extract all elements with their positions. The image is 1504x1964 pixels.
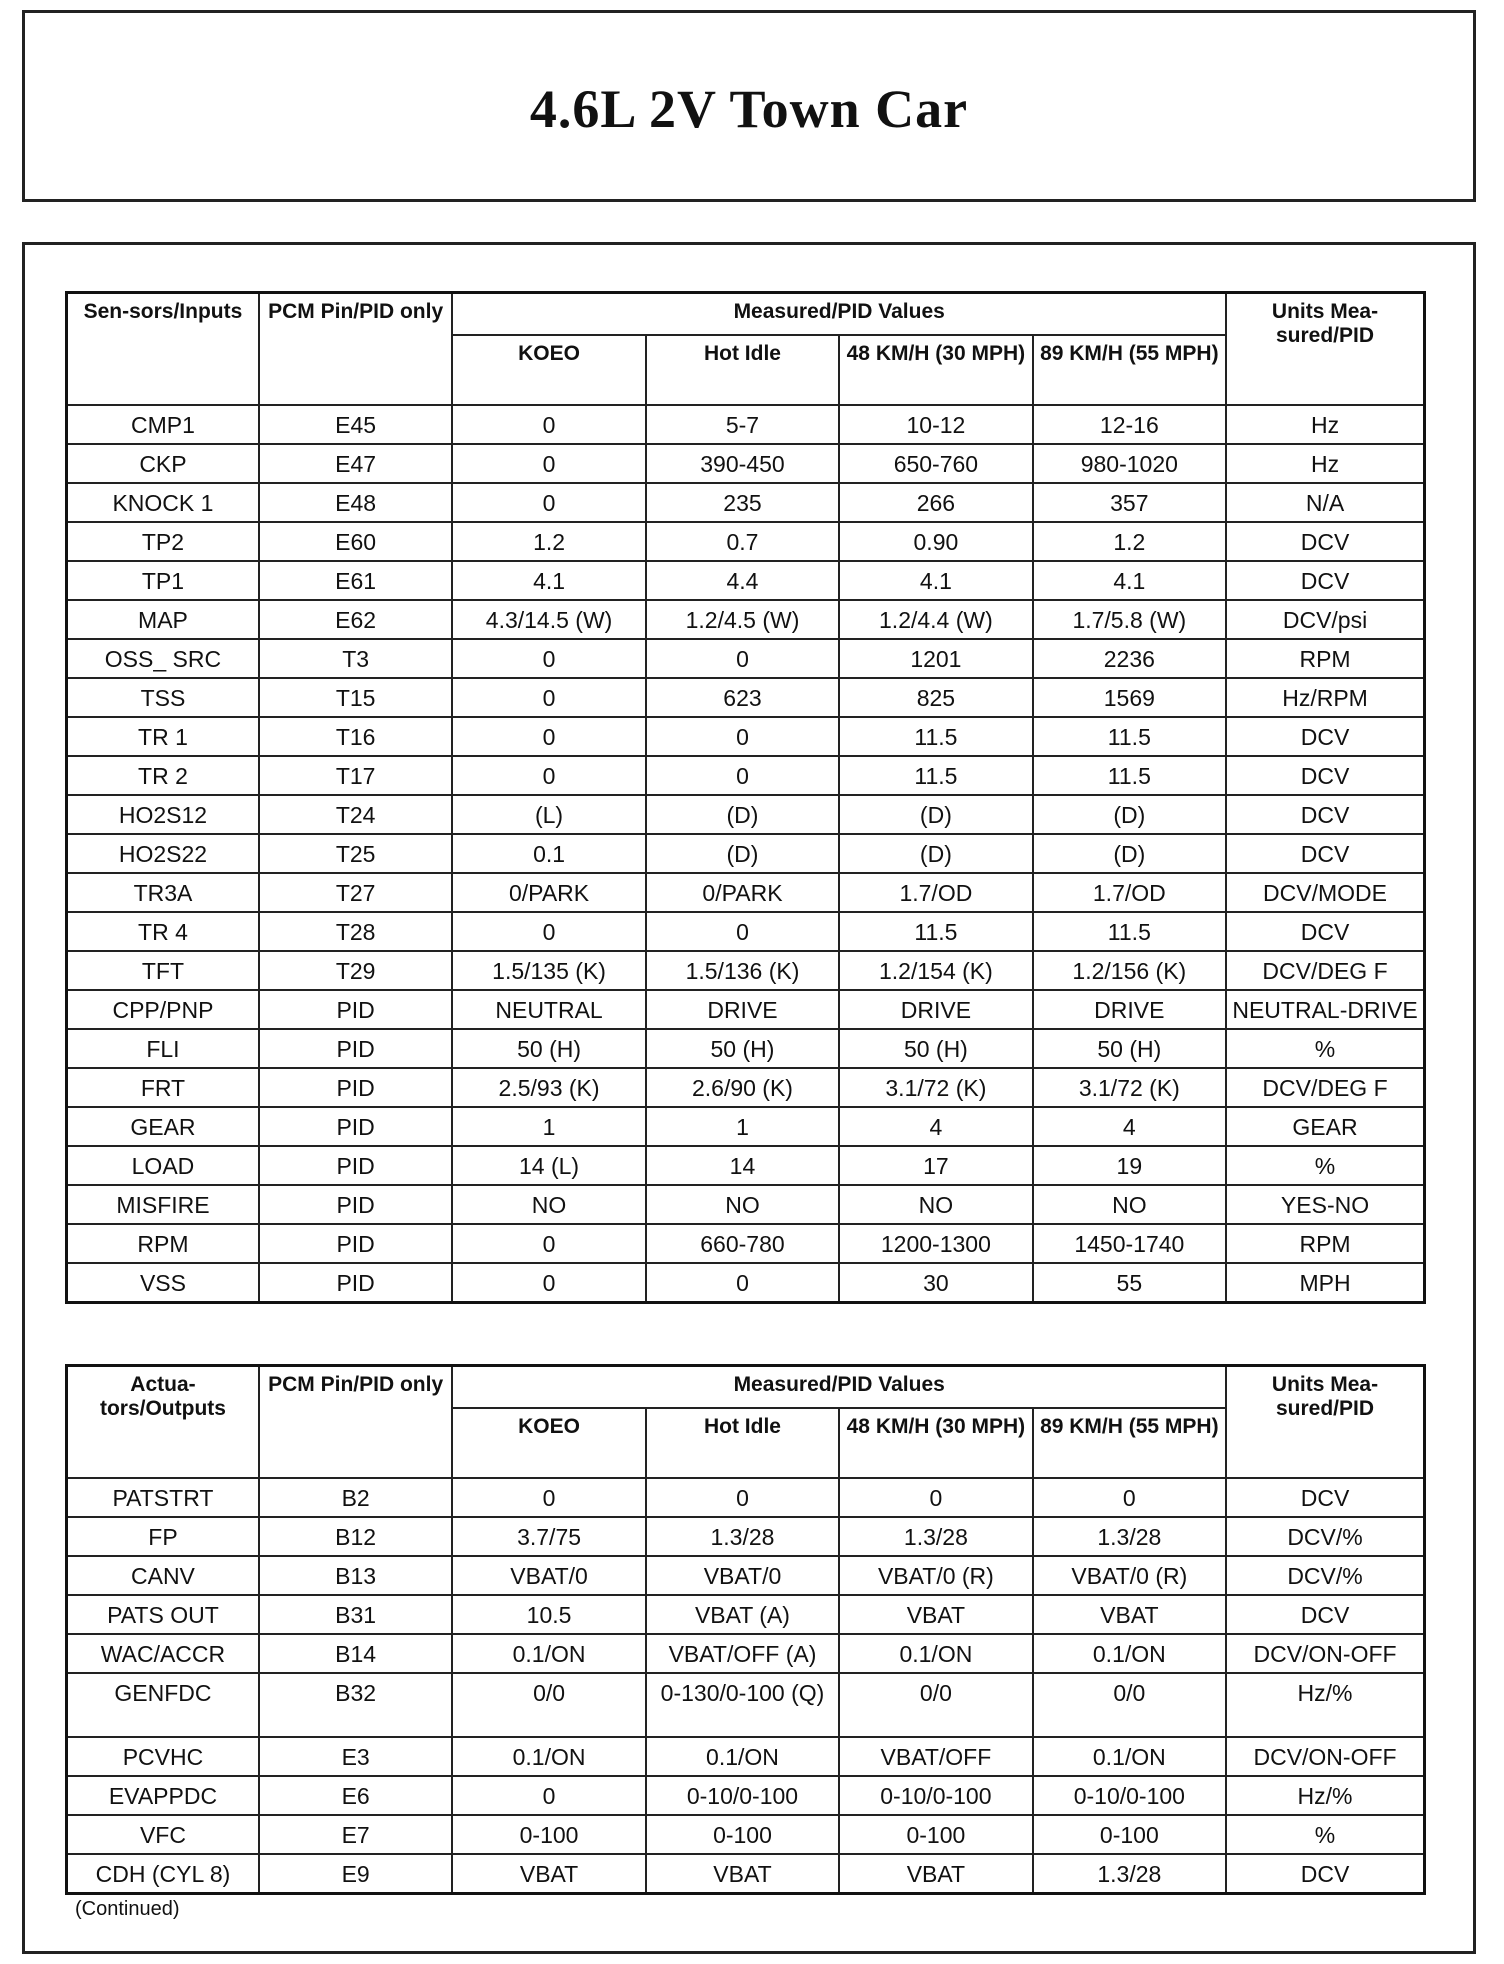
table-cell: PID — [259, 1029, 452, 1068]
table-cell: 0 — [452, 483, 645, 522]
table-row — [67, 600, 1425, 639]
table-cell: DCV — [1226, 1595, 1424, 1634]
table-row — [67, 1263, 1425, 1302]
table-cell: 12-16 — [1033, 405, 1226, 444]
table-cell: NO — [452, 1185, 645, 1224]
row-label-cell: EVAPPDC — [67, 1776, 259, 1815]
table-cell: 4.1 — [1033, 561, 1226, 600]
actuators-table — [65, 1364, 1426, 1895]
table-cell: E48 — [259, 483, 452, 522]
table-cell: 14 (L) — [452, 1146, 645, 1185]
header-units: Units Mea-sured/PID — [1226, 1366, 1424, 1479]
table-cell: T28 — [259, 912, 452, 951]
table-row — [67, 639, 1425, 678]
row-label-cell: PCVHC — [67, 1737, 259, 1776]
table-row — [67, 1478, 1425, 1517]
table-row — [67, 1815, 1425, 1854]
row-label-cell: HO2S22 — [67, 834, 259, 873]
table-cell: E47 — [259, 444, 452, 483]
table-row — [67, 1556, 1425, 1595]
table-cell: DRIVE — [1033, 990, 1226, 1029]
table-cell: 1.2/154 (K) — [839, 951, 1032, 990]
table-cell: DCV/psi — [1226, 600, 1424, 639]
table-cell: 0 — [452, 405, 645, 444]
table-cell: 0 — [452, 1263, 645, 1302]
header-48-kmh: 48 KM/H (30 MPH) — [839, 1408, 1032, 1478]
table-cell: 390-450 — [646, 444, 839, 483]
table-cell: T16 — [259, 717, 452, 756]
table-cell: GEAR — [1226, 1107, 1424, 1146]
table-cell: 0 — [452, 1776, 645, 1815]
table-row — [67, 405, 1425, 444]
row-label-cell: WAC/ACCR — [67, 1634, 259, 1673]
row-label-cell: TR 2 — [67, 756, 259, 795]
table-cell: 235 — [646, 483, 839, 522]
table-cell: NO — [1033, 1185, 1226, 1224]
table-cell: 660-780 — [646, 1224, 839, 1263]
table-cell: (D) — [646, 795, 839, 834]
table-cell: 0 — [452, 717, 645, 756]
row-label-cell: TR 4 — [67, 912, 259, 951]
table-cell: 3.1/72 (K) — [1033, 1068, 1226, 1107]
table-cell: 4.1 — [452, 561, 645, 600]
row-label-cell: TR 1 — [67, 717, 259, 756]
table-cell: 0-100 — [452, 1815, 645, 1854]
row-label-cell: LOAD — [67, 1146, 259, 1185]
table-cell: 0.1/ON — [1033, 1634, 1226, 1673]
table-cell: T15 — [259, 678, 452, 717]
table-cell: B12 — [259, 1517, 452, 1556]
table-row — [67, 1673, 1425, 1737]
header-measured-pid-values: Measured/PID Values — [452, 1366, 1226, 1409]
table-cell: 10.5 — [452, 1595, 645, 1634]
table-cell: Hz/RPM — [1226, 678, 1424, 717]
table-row — [67, 483, 1425, 522]
table-cell: % — [1226, 1029, 1424, 1068]
table-cell: YES-NO — [1226, 1185, 1424, 1224]
table-cell: MPH — [1226, 1263, 1424, 1302]
table-cell: 0 — [646, 756, 839, 795]
content-box — [22, 242, 1476, 1954]
table-cell: E45 — [259, 405, 452, 444]
table-cell: Hz/% — [1226, 1673, 1424, 1737]
header-hot-idle: Hot Idle — [646, 335, 839, 405]
table-cell: B32 — [259, 1673, 452, 1737]
table-cell: 11.5 — [1033, 756, 1226, 795]
sensors-table — [65, 291, 1426, 1304]
table-cell: 0-10/0-100 — [1033, 1776, 1226, 1815]
table-cell: 1.2 — [452, 522, 645, 561]
table-cell: 0/PARK — [452, 873, 645, 912]
table-cell: PID — [259, 1185, 452, 1224]
row-label-cell: CKP — [67, 444, 259, 483]
table-cell: DCV — [1226, 795, 1424, 834]
table-cell: (D) — [839, 834, 1032, 873]
table-cell: 1.5/135 (K) — [452, 951, 645, 990]
table-cell: 1200-1300 — [839, 1224, 1032, 1263]
table-cell: B2 — [259, 1478, 452, 1517]
table-cell: 4 — [1033, 1107, 1226, 1146]
table-cell: E61 — [259, 561, 452, 600]
table-cell: VBAT — [646, 1854, 839, 1893]
row-label-cell: OSS_ SRC — [67, 639, 259, 678]
table-cell: 11.5 — [839, 756, 1032, 795]
table-cell: 0 — [646, 1478, 839, 1517]
table-cell: DCV — [1226, 756, 1424, 795]
table-cell: DCV — [1226, 561, 1424, 600]
row-label-cell: VFC — [67, 1815, 259, 1854]
table-cell: PID — [259, 1224, 452, 1263]
table-row — [67, 1224, 1425, 1263]
table-row — [67, 795, 1425, 834]
table-cell: DCV/ON-OFF — [1226, 1634, 1424, 1673]
sensors-table-body — [67, 405, 1425, 1302]
row-label-cell: GEAR — [67, 1107, 259, 1146]
header-sensors-inputs: Sen-sors/Inputs — [67, 293, 259, 406]
row-label-cell: CPP/PNP — [67, 990, 259, 1029]
table-cell: VBAT — [1033, 1595, 1226, 1634]
table-cell: 1201 — [839, 639, 1032, 678]
table-cell: PID — [259, 1263, 452, 1302]
table-cell: % — [1226, 1146, 1424, 1185]
row-label-cell: PATS OUT — [67, 1595, 259, 1634]
table-cell: 1.7/OD — [839, 873, 1032, 912]
table-cell: 1 — [452, 1107, 645, 1146]
table-row — [67, 1068, 1425, 1107]
row-label-cell: TR3A — [67, 873, 259, 912]
table-cell: 0 — [646, 912, 839, 951]
table-row — [67, 951, 1425, 990]
table-cell: 0.1/ON — [1033, 1737, 1226, 1776]
table-cell: VBAT/0 — [646, 1556, 839, 1595]
table-cell: 0-10/0-100 — [646, 1776, 839, 1815]
table-cell: 0 — [452, 678, 645, 717]
table-cell: DCV/DEG F — [1226, 1068, 1424, 1107]
header-89-kmh: 89 KM/H (55 MPH) — [1033, 1408, 1226, 1478]
table-cell: (D) — [839, 795, 1032, 834]
table-cell: 4.3/14.5 (W) — [452, 600, 645, 639]
table-cell: 980-1020 — [1033, 444, 1226, 483]
table-cell: DCV/% — [1226, 1556, 1424, 1595]
row-label-cell: TSS — [67, 678, 259, 717]
table-cell: PID — [259, 1068, 452, 1107]
table-cell: E62 — [259, 600, 452, 639]
table-cell: DCV — [1226, 1478, 1424, 1517]
table-cell: 0 — [646, 1263, 839, 1302]
table-cell: 2.6/90 (K) — [646, 1068, 839, 1107]
table-cell: DCV — [1226, 834, 1424, 873]
table-cell: VBAT/OFF (A) — [646, 1634, 839, 1673]
table-cell: 14 — [646, 1146, 839, 1185]
header-actuators-outputs: Actua-tors/Outputs — [67, 1366, 259, 1479]
table-cell: 0 — [646, 639, 839, 678]
table-cell: 2236 — [1033, 639, 1226, 678]
table-cell: 11.5 — [1033, 912, 1226, 951]
table-cell: 0-100 — [1033, 1815, 1226, 1854]
table-cell: 11.5 — [839, 717, 1032, 756]
table-cell: 650-760 — [839, 444, 1032, 483]
table-cell: VBAT/0 — [452, 1556, 645, 1595]
table-cell: 357 — [1033, 483, 1226, 522]
table-cell: 17 — [839, 1146, 1032, 1185]
header-units: Units Mea-sured/PID — [1226, 293, 1424, 406]
row-label-cell: FLI — [67, 1029, 259, 1068]
table-cell: E3 — [259, 1737, 452, 1776]
table-cell: 1.5/136 (K) — [646, 951, 839, 990]
table-cell: B13 — [259, 1556, 452, 1595]
header-48-kmh: 48 KM/H (30 MPH) — [839, 335, 1032, 405]
row-label-cell: FRT — [67, 1068, 259, 1107]
table-cell: NO — [839, 1185, 1032, 1224]
table-cell: 4 — [839, 1107, 1032, 1146]
row-label-cell: TP2 — [67, 522, 259, 561]
table-cell: 1.2/4.4 (W) — [839, 600, 1032, 639]
table-row — [67, 1776, 1425, 1815]
table-cell: RPM — [1226, 639, 1424, 678]
table-cell: 5-7 — [646, 405, 839, 444]
table-row — [67, 1146, 1425, 1185]
table-cell: T25 — [259, 834, 452, 873]
table-row — [67, 912, 1425, 951]
table-cell: DCV — [1226, 522, 1424, 561]
table-cell: 0/PARK — [646, 873, 839, 912]
table-cell: DCV/MODE — [1226, 873, 1424, 912]
table-cell: DCV/ON-OFF — [1226, 1737, 1424, 1776]
table-cell: 50 (H) — [646, 1029, 839, 1068]
table-cell: 1.2 — [1033, 522, 1226, 561]
table-cell: 3.1/72 (K) — [839, 1068, 1032, 1107]
table-cell: 0-100 — [646, 1815, 839, 1854]
table-cell: (L) — [452, 795, 645, 834]
row-label-cell: CMP1 — [67, 405, 259, 444]
table-cell: 1.7/OD — [1033, 873, 1226, 912]
table-row — [67, 1029, 1425, 1068]
table-cell: 0/0 — [1033, 1673, 1226, 1737]
table-row — [67, 561, 1425, 600]
table-cell: 0-130/0-100 (Q) — [646, 1673, 839, 1737]
table-row — [67, 717, 1425, 756]
table-cell: 0.1/ON — [646, 1737, 839, 1776]
table-cell: VBAT/0 (R) — [839, 1556, 1032, 1595]
table-cell: 0.1/ON — [839, 1634, 1032, 1673]
table-row — [67, 1517, 1425, 1556]
table-row — [67, 1107, 1425, 1146]
table-cell: 0-100 — [839, 1815, 1032, 1854]
table-cell: T17 — [259, 756, 452, 795]
header-measured-pid-values: Measured/PID Values — [452, 293, 1226, 336]
table-cell: 266 — [839, 483, 1032, 522]
row-label-cell: MAP — [67, 600, 259, 639]
table-cell: 825 — [839, 678, 1032, 717]
table-cell: VBAT — [452, 1854, 645, 1893]
actuators-table-body — [67, 1478, 1425, 1893]
table-cell: 0 — [452, 1478, 645, 1517]
table-cell: DCV — [1226, 912, 1424, 951]
table-cell: 0 — [839, 1478, 1032, 1517]
table-cell: 1.3/28 — [839, 1517, 1032, 1556]
row-label-cell: TFT — [67, 951, 259, 990]
table-cell: 0 — [452, 1224, 645, 1263]
table-cell: 3.7/75 — [452, 1517, 645, 1556]
table-cell: 4.4 — [646, 561, 839, 600]
table-cell: 0.7 — [646, 522, 839, 561]
table-cell: DCV — [1226, 1854, 1424, 1893]
table-cell: 1.2/156 (K) — [1033, 951, 1226, 990]
table-cell: 0.90 — [839, 522, 1032, 561]
row-label-cell: RPM — [67, 1224, 259, 1263]
table-cell: 11.5 — [1033, 717, 1226, 756]
table-cell: 55 — [1033, 1263, 1226, 1302]
table-cell: NEUTRAL — [452, 990, 645, 1029]
table-cell: T27 — [259, 873, 452, 912]
header-koeo: KOEO — [452, 335, 645, 405]
table-cell: % — [1226, 1815, 1424, 1854]
row-label-cell: CDH (CYL 8) — [67, 1854, 259, 1893]
table-cell: 4.1 — [839, 561, 1032, 600]
table-cell: (D) — [1033, 834, 1226, 873]
table-cell: 30 — [839, 1263, 1032, 1302]
table-cell: 0.1/ON — [452, 1634, 645, 1673]
table-cell: 50 (H) — [1033, 1029, 1226, 1068]
table-row — [67, 444, 1425, 483]
row-label-cell: MISFIRE — [67, 1185, 259, 1224]
table-cell: 1.3/28 — [1033, 1517, 1226, 1556]
table-cell: 1.7/5.8 (W) — [1033, 600, 1226, 639]
table-cell: 0.1/ON — [452, 1737, 645, 1776]
table-cell: PID — [259, 1146, 452, 1185]
table-cell: Hz — [1226, 444, 1424, 483]
table-cell: (D) — [646, 834, 839, 873]
row-label-cell: PATSTRT — [67, 1478, 259, 1517]
table-cell: NEUTRAL-DRIVE — [1226, 990, 1424, 1029]
table-cell: 0 — [452, 912, 645, 951]
table-row — [67, 678, 1425, 717]
table-cell: PID — [259, 1107, 452, 1146]
table-cell: 1450-1740 — [1033, 1224, 1226, 1263]
table-cell: 1.2/4.5 (W) — [646, 600, 839, 639]
table-cell: RPM — [1226, 1224, 1424, 1263]
table-cell: 50 (H) — [452, 1029, 645, 1068]
table-cell: 2.5/93 (K) — [452, 1068, 645, 1107]
table-cell: 1569 — [1033, 678, 1226, 717]
row-label-cell: HO2S12 — [67, 795, 259, 834]
table-cell: B31 — [259, 1595, 452, 1634]
table-cell: T24 — [259, 795, 452, 834]
table-cell: DRIVE — [646, 990, 839, 1029]
table-row — [67, 1737, 1425, 1776]
table-cell: 1.3/28 — [1033, 1854, 1226, 1893]
table-cell: T29 — [259, 951, 452, 990]
table-row — [67, 756, 1425, 795]
row-label-cell: VSS — [67, 1263, 259, 1302]
row-label-cell: CANV — [67, 1556, 259, 1595]
table-cell: VBAT — [839, 1595, 1032, 1634]
row-label-cell: GENFDC — [67, 1673, 259, 1737]
table-row — [67, 1595, 1425, 1634]
row-label-cell: KNOCK 1 — [67, 483, 259, 522]
table-cell: 0 — [452, 639, 645, 678]
row-label-cell: TP1 — [67, 561, 259, 600]
table-cell: 10-12 — [839, 405, 1032, 444]
table-cell: 0/0 — [839, 1673, 1032, 1737]
table-cell: B14 — [259, 1634, 452, 1673]
table-cell: 11.5 — [839, 912, 1032, 951]
table-cell: PID — [259, 990, 452, 1029]
table-cell: E7 — [259, 1815, 452, 1854]
table-row — [67, 1854, 1425, 1893]
table-cell: VBAT — [839, 1854, 1032, 1893]
page-title: 4.6L 2V Town Car — [529, 79, 969, 139]
table-cell: 0-10/0-100 — [839, 1776, 1032, 1815]
table-cell: Hz/% — [1226, 1776, 1424, 1815]
table-row — [67, 1634, 1425, 1673]
table-cell: 1.3/28 — [646, 1517, 839, 1556]
table-row — [67, 873, 1425, 912]
table-cell: 0 — [452, 756, 645, 795]
continued-note: (Continued) — [75, 1898, 180, 1920]
table-cell: DCV/DEG F — [1226, 951, 1424, 990]
table-row — [67, 1185, 1425, 1224]
table-cell: E60 — [259, 522, 452, 561]
table-cell: 623 — [646, 678, 839, 717]
table-cell: N/A — [1226, 483, 1424, 522]
table-cell: T3 — [259, 639, 452, 678]
header-pcm-pin: PCM Pin/PID only — [259, 1366, 452, 1479]
table-cell: Hz — [1226, 405, 1424, 444]
table-cell: 1 — [646, 1107, 839, 1146]
table-row — [67, 522, 1425, 561]
table-cell: 0 — [452, 444, 645, 483]
table-cell: DRIVE — [839, 990, 1032, 1029]
table-cell: DCV/% — [1226, 1517, 1424, 1556]
table-row — [67, 834, 1425, 873]
header-pcm-pin: PCM Pin/PID only — [259, 293, 452, 406]
table-cell: VBAT/OFF — [839, 1737, 1032, 1776]
header-koeo: KOEO — [452, 1408, 645, 1478]
table-cell: DCV — [1226, 717, 1424, 756]
header-89-kmh: 89 KM/H (55 MPH) — [1033, 335, 1226, 405]
table-cell: VBAT/0 (R) — [1033, 1556, 1226, 1595]
header-hot-idle: Hot Idle — [646, 1408, 839, 1478]
title-box — [22, 10, 1476, 202]
table-cell: 19 — [1033, 1146, 1226, 1185]
table-cell: 0 — [646, 717, 839, 756]
table-cell: 0.1 — [452, 834, 645, 873]
table-cell: E6 — [259, 1776, 452, 1815]
table-cell: 50 (H) — [839, 1029, 1032, 1068]
table-cell: NO — [646, 1185, 839, 1224]
table-row — [67, 990, 1425, 1029]
table-cell: VBAT (A) — [646, 1595, 839, 1634]
row-label-cell: FP — [67, 1517, 259, 1556]
table-cell: 0/0 — [452, 1673, 645, 1737]
table-cell: E9 — [259, 1854, 452, 1893]
table-cell: 0 — [1033, 1478, 1226, 1517]
table-cell: (D) — [1033, 795, 1226, 834]
